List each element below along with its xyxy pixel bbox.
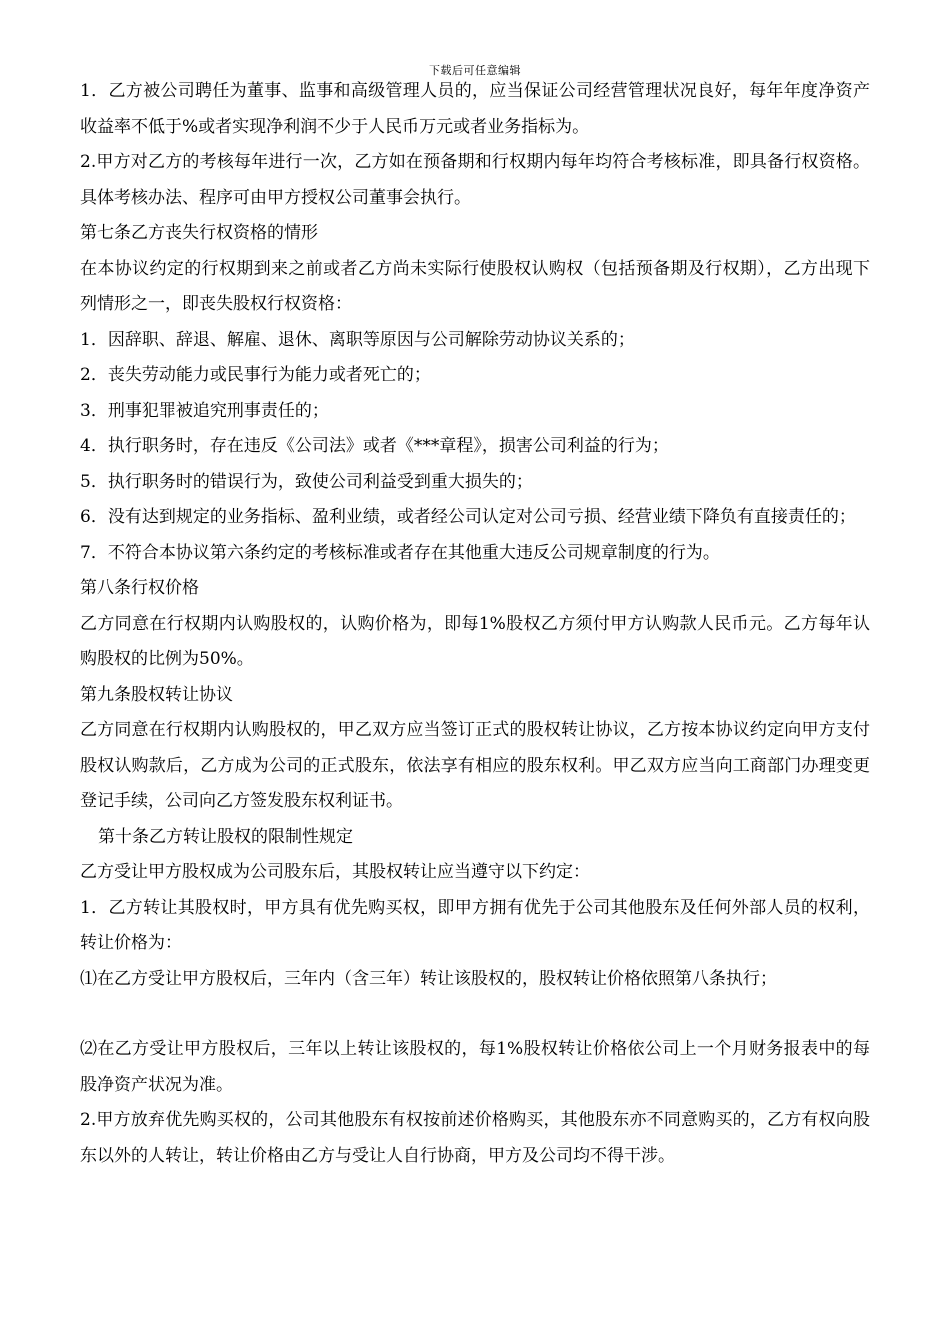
list-item: 4．执行职务时，存在违反《公司法》或者《***章程》，损害公司利益的行为； [80,436,669,456]
paragraph-transfer-agreement: 乙方同意在行权期内认购股权的，甲乙双方应当签订正式的股权转让协议，乙方按本协议约定向甲方支付股权认购款后，乙方成为公司的正式股东，依法享有相应的股东权利。甲乙双方应当向工商部门办理变更登记手续，公司向乙方签发股东权利证书。 [80,720,870,811]
section-heading-8: 第八条行权价格 [80,578,199,598]
list-item: 1．因辞职、辞退、解雇、退休、离职等原因与公司解除劳动协议关系的； [80,329,635,350]
section-heading-7: 第七条乙方丧失行权资格的情形 [80,223,318,243]
document-body [80,74,870,1174]
list-item: 2.甲方放弃优先购买权的，公司其他股东有权按前述价格购买，其他股东亦不同意购买的，乙方有权向股东以外的人转让，转让价格由乙方与受让人自行协商，甲方及公司均不得干涉。 [80,1110,870,1166]
paragraph-assessment-1: 1．乙方被公司聘任为董事、监事和高级管理人员的，应当保证公司经营管理状况良好，每年年度净资产收益率不低于%或者实现净利润不少于人民币万元或者业务指标为。 [80,81,870,137]
list-item: 3．刑事犯罪被追究刑事责任的； [80,400,329,421]
list-item: 6．没有达到规定的业务指标、盈利业绩，或者经公司认定对公司亏损、经营业绩下降负有直接责任的； [80,507,856,527]
list-item: 2．丧失劳动能力或民事行为能力或者死亡的； [80,365,431,385]
list-item: 7．不符合本协议第六条约定的考核标准或者存在其他重大违反公司规章制度的行为。 [80,542,720,563]
list-item: 1．乙方转让其股权时，甲方具有优先购买权，即甲方拥有优先于公司其他股东及任何外部人员的权利，转让价格为： [80,897,870,953]
section-heading-10: 第十条乙方转让股权的限制性规定 [98,826,353,847]
blank-line [80,997,870,1032]
list-item: 5．执行职务时的错误行为，致使公司利益受到重大损失的； [80,471,533,492]
paragraph-transfer-intro: 乙方受让甲方股权成为公司股东后，其股权转让应当遵守以下约定： [80,862,590,882]
section-heading-9: 第九条股权转让协议 [80,684,233,705]
paragraph-assessment-2: 2.甲方对乙方的考核每年进行一次，乙方如在预备期和行权期内每年均符合考核标准，即具备行权资格。具体考核办法、程序可由甲方授权公司董事会执行。 [80,152,870,208]
page-header: 下载后可任意编辑 [429,64,521,77]
paragraph-exercise-price: 乙方同意在行权期内认购股权的，认购价格为，即每1%股权乙方须付甲方认购款人民币元。乙方每年认购股权的比例为50%。 [80,613,870,669]
sub-list-item: ⑴在乙方受让甲方股权后，三年内（含三年）转让该股权的，股权转让价格依照第八条执行； [80,968,777,989]
sub-list-item: ⑵在乙方受让甲方股权后，三年以上转让该股权的，每1%股权转让价格依公司上一个月财务报表中的每股净资产状况为准。 [80,1039,870,1095]
paragraph-disqualification-intro: 在本协议约定的行权期到来之前或者乙方尚未实际行使股权认购权（包括预备期及行权期），乙方出现下列情形之一，即丧失股权行权资格： [80,258,870,314]
